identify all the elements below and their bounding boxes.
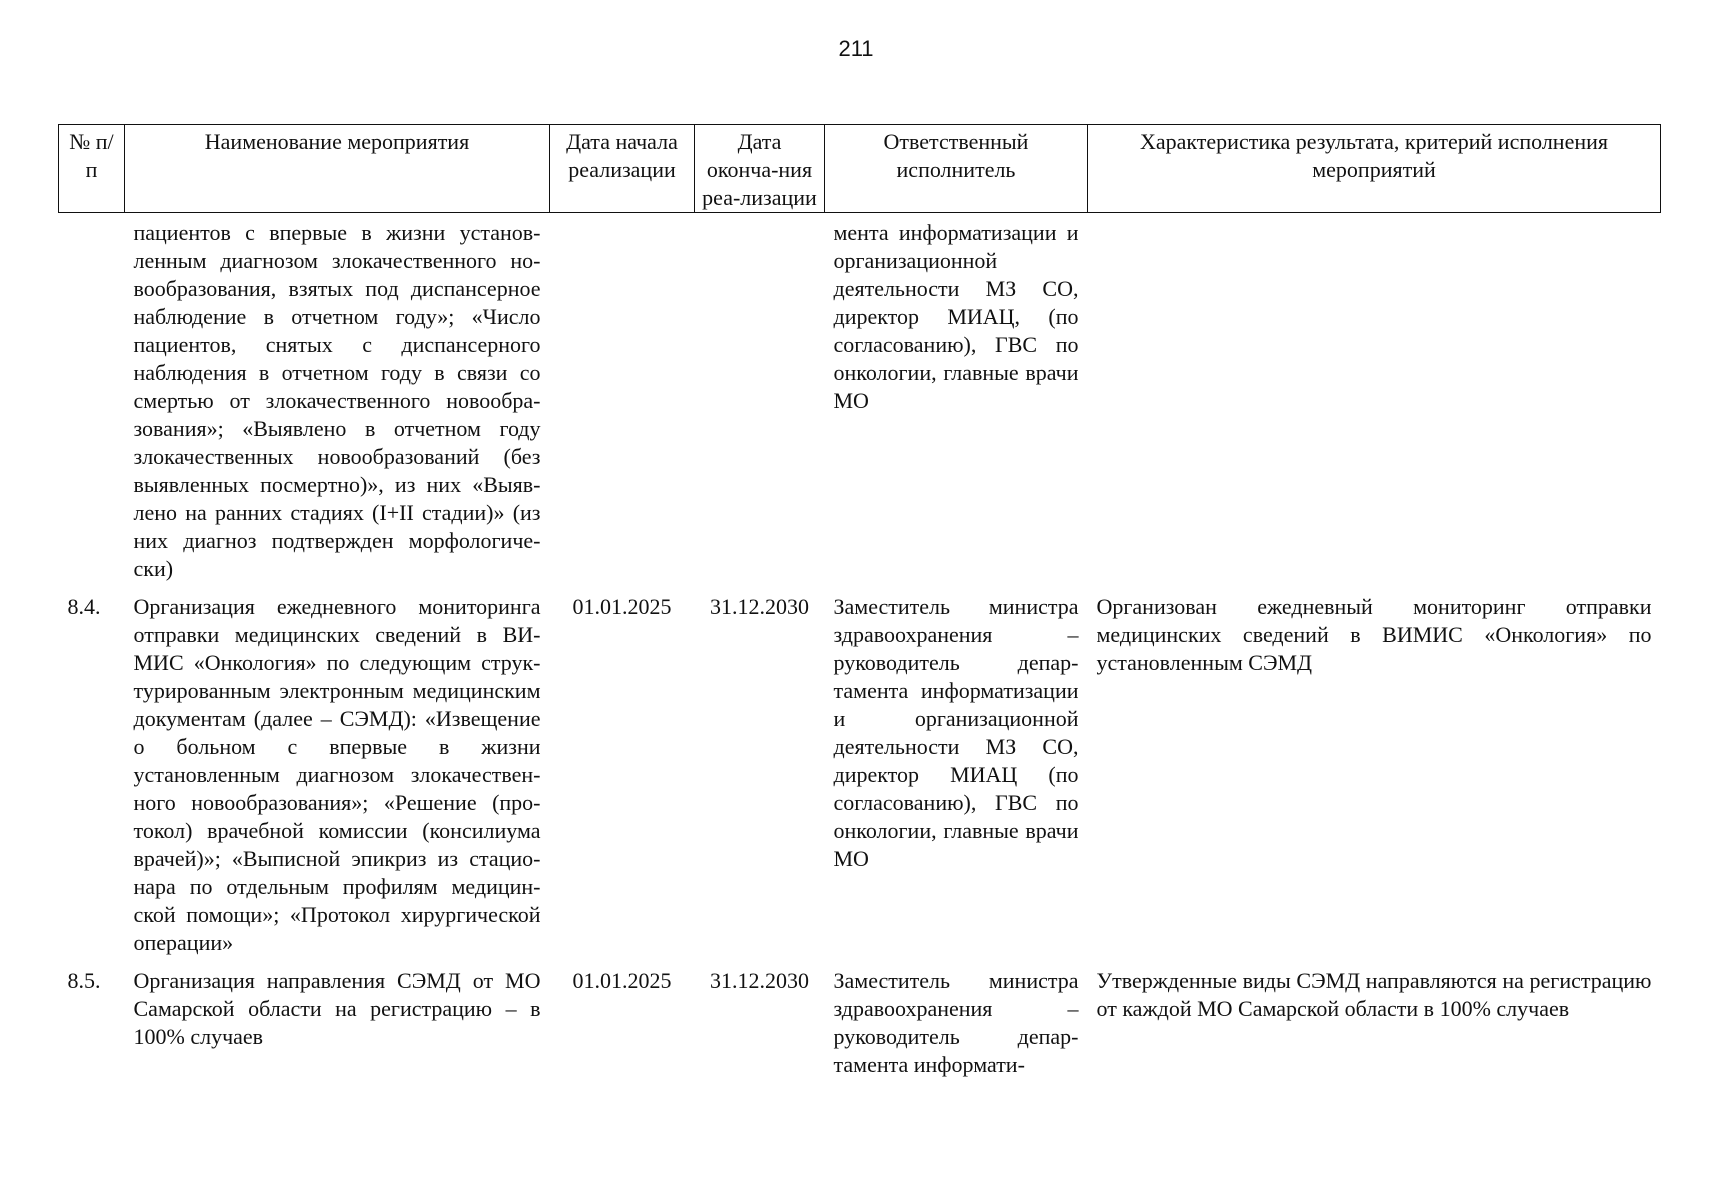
start-date: 01.01.2025: [572, 594, 672, 619]
end-date: [695, 213, 825, 584]
header-num: № п/п: [59, 125, 125, 213]
responsible-executor: Заместитель министра здравоохранения – руководитель департамента информати-: [833, 968, 1079, 1077]
header-start-date: Дата начала реализации: [550, 125, 695, 213]
table-row: [59, 957, 1661, 1079]
result-description: [1088, 213, 1661, 584]
table-row: [59, 213, 1661, 584]
row-number: 8.4.: [67, 594, 101, 619]
row-number: 8.5.: [67, 968, 101, 993]
table-row: [59, 583, 1661, 957]
responsible-executor: мента информатизации и организационной деятельности МЗ СО, директор МИАЦ, (по согласованию), ГВС по онкологии, главные врачи МО: [833, 220, 1079, 413]
measure-name: Организация ежедневного мониторинга отправки медицинских сведений в ВИМИС «Онкология» по следующим структурированным электронным медицинским документам (далее – СЭМД): «Извещение о больном с впервые в жизни установленным диагнозом злокачественного новообразования»; «Решение (протокол) врачебной комиссии (консилиума врачей)»; «Выписной эпикриз из стационара по отдельным профилям медицинской помощи»; «Протокол хирургической операции»: [133, 594, 541, 955]
measures-table: [58, 124, 1661, 1079]
row-number: [59, 213, 125, 584]
result-description: Организован ежедневный мониторинг отправки медицинских сведений в ВИМИС «Онкология» по установленным СЭМД: [1096, 594, 1652, 675]
result-description: Утвержденные виды СЭМД направляются на регистрацию от каждой МО Самарской области в 100% случаев: [1096, 968, 1652, 1021]
start-date: [550, 213, 695, 584]
table-header-row: [59, 125, 1661, 213]
header-result: Характеристика результата, критерий исполнения мероприятий: [1088, 125, 1661, 213]
measure-name: пациентов с впервые в жизни установленным диагнозом злокачественного новообразования, взятых под диспансерное наблюдение в отчетном году»; «Число пациентов, снятых с диспансерного наблюдения в отчетном году в связи со смертью от злокачественного новообразования»; «Выявлено в отчетном году злокачественных новообразований (без выявленных посмертно)», из них «Выявлено на ранних стадиях (I+II стадии)» (из них диагноз подтвержден морфологически): [133, 220, 541, 581]
header-name: Наименование мероприятия: [125, 125, 550, 213]
header-responsible: Ответственный исполнитель: [825, 125, 1088, 213]
responsible-executor: Заместитель министра здравоохранения – руководитель департамента информатизации и организационной деятельности МЗ СО, директор МИАЦ (по согласованию), ГВС по онкологии, главные врачи МО: [833, 594, 1079, 871]
measure-name: Организация направления СЭМД от МО Самарской области на регистрацию – в 100% случаев: [133, 968, 541, 1049]
header-end-date: Дата оконча-ния реа-лизации: [695, 125, 825, 213]
page-number: 211: [838, 36, 874, 61]
end-date: 31.12.2030: [710, 968, 809, 993]
start-date: 01.01.2025: [572, 968, 672, 993]
end-date: 31.12.2030: [710, 594, 809, 619]
